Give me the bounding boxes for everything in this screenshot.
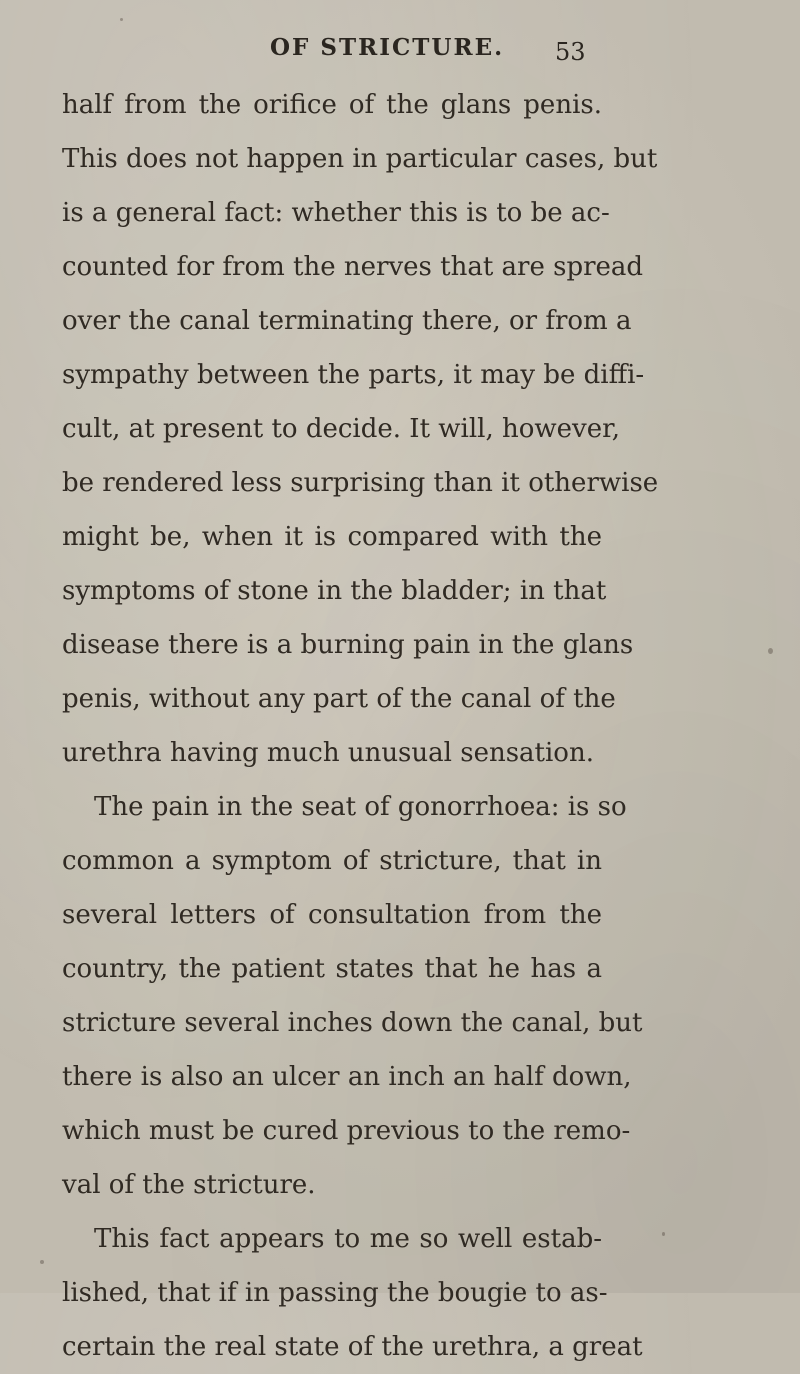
paper-speck [662, 1232, 665, 1236]
text-line: This does not happen in particular cases, but [62, 144, 658, 174]
running-head [0, 34, 800, 74]
running-head-title: OF STRICTURE. [270, 34, 505, 61]
text-line: there is also an ulcer an inch an half down, [62, 1062, 632, 1092]
text-line: be rendered less surprising than it otherwise [62, 468, 659, 498]
page-number: 53 [555, 38, 586, 66]
text-line: symptoms of stone in the bladder; in that [62, 576, 607, 606]
text-line: is a general fact: whether this is to be ac- [62, 198, 610, 228]
paper-speck [40, 1260, 44, 1264]
text-line: common a symptom of stricture, that in [62, 846, 602, 876]
text-line: sympathy between the parts, it may be diffi- [62, 360, 645, 390]
paper-speck [120, 18, 123, 21]
text-line: urethra having much unusual sensation. [62, 738, 594, 768]
text-line: country, the patient states that he has a [62, 954, 602, 984]
text-line: counted for from the nerves that are spread [62, 252, 644, 282]
text-line: certain the real state of the urethra, a great [62, 1332, 643, 1362]
text-line: half from the orifice of the glans penis. [62, 90, 602, 120]
text-line: over the canal terminating there, or from a [62, 306, 632, 336]
text-line: might be, when it is compared with the [62, 522, 602, 552]
text-line: which must be cured previous to the remo- [62, 1116, 631, 1146]
paper-speck [768, 648, 773, 654]
text-line: val of the stricture. [62, 1170, 316, 1200]
text-line: This fact appears to me so well estab- [94, 1224, 602, 1254]
text-line: cult, at present to decide. It will, however, [62, 414, 620, 444]
text-line: lished, that if in passing the bougie to as- [62, 1278, 608, 1308]
text-line: disease there is a burning pain in the glans [62, 630, 634, 660]
text-line: penis, without any part of the canal of the [62, 684, 616, 714]
text-line: stricture several inches down the canal, but [62, 1008, 643, 1038]
body-text [62, 78, 659, 1374]
text-line: The pain in the seat of gonorrhoea: is so [94, 792, 627, 822]
text-line: several letters of consultation from the [62, 900, 602, 930]
